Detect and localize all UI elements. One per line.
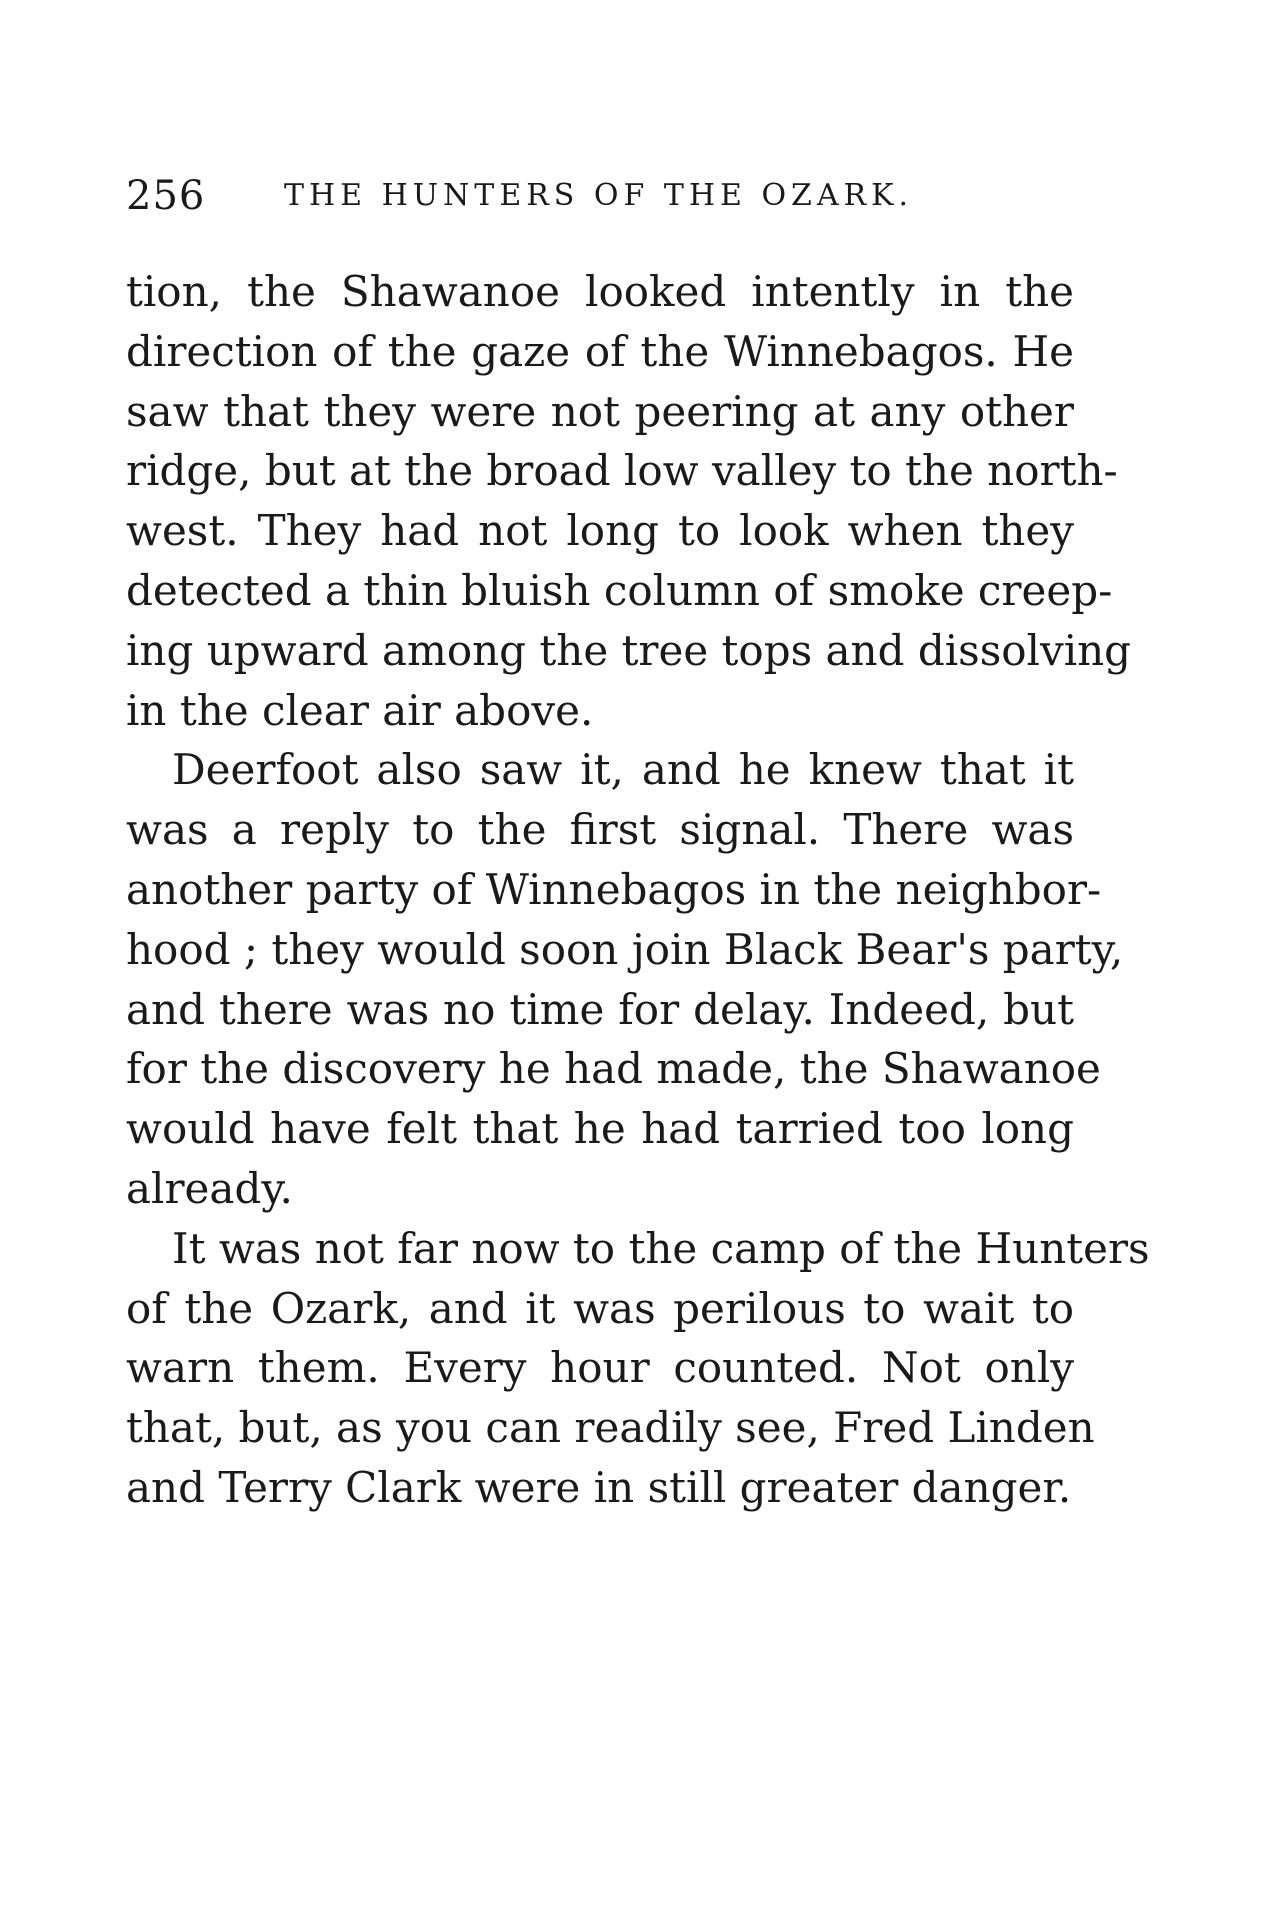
text-line: saw that they were not peering at any other: [126, 386, 1074, 436]
text-line: west. They had not long to look when they: [126, 506, 1074, 556]
running-head: [126, 170, 1086, 222]
text-line: It was not far now to the camp of the Hunters: [172, 1223, 1150, 1273]
text-line: of the Ozark, and it was perilous to wait to: [126, 1283, 1074, 1333]
paragraph: [126, 262, 1132, 740]
text-line: ridge, but at the broad low valley to the north-: [126, 446, 1118, 496]
text-line: tion, the Shawanoe looked intently in the: [126, 267, 1074, 316]
text-line: detected a thin bluish column of smoke creep-: [126, 565, 1113, 615]
text-line: another party of Winnebagos in the neighbor-: [126, 864, 1102, 914]
text-line: and there was no time for delay. Indeed, but: [126, 984, 1074, 1034]
text-line: and Terry Clark were in still greater danger.: [126, 1462, 1072, 1512]
text-line: already.: [126, 1163, 293, 1213]
paragraph: [126, 1219, 1150, 1518]
body-text: [126, 262, 1150, 1518]
text-line: would have felt that he had tarried too long: [126, 1104, 1074, 1154]
text-line: in the clear air above.: [126, 685, 594, 735]
text-line: was a reply to the first signal. There was: [126, 805, 1074, 855]
text-line: ing upward among the tree tops and dissolving: [126, 625, 1132, 675]
text-line: for the discovery he had made, the Shawanoe: [126, 1044, 1101, 1094]
running-title: THE HUNTERS OF THE OZARK.: [284, 178, 914, 213]
text-line: Deerfoot also saw it, and he knew that it: [172, 745, 1074, 795]
page-number: 256: [126, 173, 206, 219]
text-line: warn them. Every hour counted. Not only: [126, 1343, 1074, 1393]
text-line: direction of the gaze of the Winnebagos. He: [126, 326, 1074, 376]
paragraph: [126, 740, 1124, 1218]
text-line: hood ; they would soon join Black Bear's party,: [126, 924, 1124, 974]
text-line: that, but, as you can readily see, Fred Linden: [126, 1403, 1095, 1453]
